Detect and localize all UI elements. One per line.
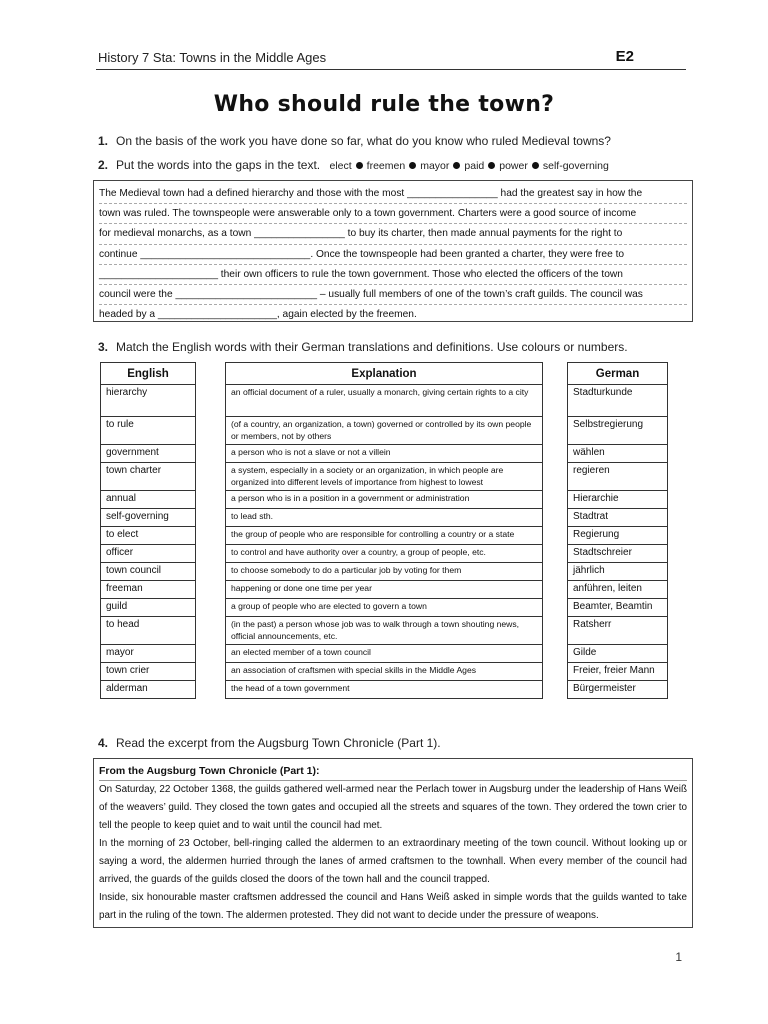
table-row bbox=[226, 545, 543, 563]
table-row bbox=[101, 545, 196, 563]
task-3 bbox=[98, 340, 628, 354]
bullet-icon bbox=[453, 162, 460, 169]
gap-text-line: town was ruled. The townspeople were answerable only to a town government. Charters were a good source of income bbox=[99, 204, 687, 224]
table-row bbox=[101, 563, 196, 581]
table-row bbox=[101, 445, 196, 463]
english-header: English bbox=[101, 363, 196, 385]
table-row bbox=[101, 385, 196, 417]
table-row bbox=[101, 599, 196, 617]
english-term-cell: annual bbox=[101, 491, 196, 509]
bullet-icon bbox=[488, 162, 495, 169]
english-term-cell: town charter bbox=[101, 463, 196, 491]
word-bank-item: elect bbox=[329, 160, 352, 172]
word-bank-item: mayor bbox=[420, 160, 450, 172]
german-term-cell: Ratsherr bbox=[568, 617, 668, 645]
table-row bbox=[568, 491, 668, 509]
word-bank-item: freemen bbox=[366, 160, 406, 172]
table-row bbox=[226, 445, 543, 463]
english-term-cell: freeman bbox=[101, 581, 196, 599]
task-text: Read the excerpt from the Augsburg Town Chronicle (Part 1). bbox=[116, 736, 441, 750]
task-1 bbox=[98, 134, 611, 148]
table-row bbox=[226, 417, 543, 445]
explanation-cell: (of a country, an organization, a town) governed or controlled by its own people or members, not by others bbox=[226, 417, 543, 445]
english-term-cell: guild bbox=[101, 599, 196, 617]
table-row bbox=[568, 599, 668, 617]
table-row bbox=[226, 491, 543, 509]
english-term-cell: self-governing bbox=[101, 509, 196, 527]
task-number: 2. bbox=[98, 158, 109, 172]
explanation-cell: to control and have authority over a country, a group of people, etc. bbox=[226, 545, 543, 563]
page-title: Who should rule the town? bbox=[213, 92, 555, 117]
explanation-cell: a person who is in a position in a government or administration bbox=[226, 491, 543, 509]
table-row bbox=[101, 645, 196, 663]
task-2 bbox=[98, 158, 609, 172]
english-table bbox=[100, 362, 196, 699]
english-term-cell: government bbox=[101, 445, 196, 463]
table-row bbox=[226, 681, 543, 699]
german-term-cell: Beamter, Beamtin bbox=[568, 599, 668, 617]
table-row bbox=[101, 463, 196, 491]
word-bank-item: self-governing bbox=[542, 160, 609, 172]
explanation-cell: a group of people who are elected to govern a town bbox=[226, 599, 543, 617]
header-code: E2 bbox=[615, 48, 634, 65]
explanation-cell: to lead sth. bbox=[226, 509, 543, 527]
german-term-cell: Freier, freier Mann bbox=[568, 663, 668, 681]
table-row bbox=[101, 581, 196, 599]
table-row bbox=[568, 581, 668, 599]
german-term-cell: Stadtrat bbox=[568, 509, 668, 527]
german-term-cell: Bürgermeister bbox=[568, 681, 668, 699]
explanation-cell: an elected member of a town council bbox=[226, 645, 543, 663]
word-bank bbox=[329, 160, 608, 172]
chronicle-paragraph: On Saturday, 22 October 1368, the guilds gathered well-armed near the Perlach tower in Augsburg under the leadership of Hans Weiß of the weavers’ guild. They closed the town gates and occupied all the streets and squares of the town. They ordered the town crier to tell the people to keep quiet and to wait until the council had met. bbox=[99, 784, 687, 831]
table-row bbox=[226, 563, 543, 581]
table-row bbox=[101, 509, 196, 527]
gap-text-line: headed by a _____________________, again elected by the freemen. bbox=[99, 309, 417, 321]
chronicle-title: From the Augsburg Town Chronicle (Part 1): bbox=[99, 762, 687, 781]
explanation-cell: a system, especially in a society or an organization, in which people are organized into different levels of importance from highest to lowest bbox=[226, 463, 543, 491]
english-term-cell: to head bbox=[101, 617, 196, 645]
task-text: On the basis of the work you have done so far, what do you know who ruled Medieval towns? bbox=[116, 134, 611, 148]
table-row bbox=[101, 617, 196, 645]
german-term-cell: anführen, leiten bbox=[568, 581, 668, 599]
table-row bbox=[568, 681, 668, 699]
table-row bbox=[226, 463, 543, 491]
table-row bbox=[226, 385, 543, 417]
english-term-cell: to rule bbox=[101, 417, 196, 445]
german-table bbox=[567, 362, 668, 699]
explanation-header: Explanation bbox=[226, 363, 543, 385]
german-term-cell: jährlich bbox=[568, 563, 668, 581]
task-number: 1. bbox=[98, 134, 109, 148]
explanation-cell: (in the past) a person whose job was to walk through a town shouting news, official announcements, etc. bbox=[226, 617, 543, 645]
task-4 bbox=[98, 736, 441, 750]
german-term-cell: Regierung bbox=[568, 527, 668, 545]
table-row bbox=[568, 563, 668, 581]
table-row bbox=[568, 527, 668, 545]
gap-text-line: continue ______________________________. Once the townspeople had been granted a charter, they were free to bbox=[99, 245, 687, 265]
bullet-icon bbox=[532, 162, 539, 169]
table-row bbox=[101, 417, 196, 445]
explanation-cell: the head of a town government bbox=[226, 681, 543, 699]
explanation-cell: the group of people who are responsible for controlling a country or a state bbox=[226, 527, 543, 545]
table-row bbox=[101, 663, 196, 681]
explanation-cell: an association of craftsmen with special skills in the Middle Ages bbox=[226, 663, 543, 681]
word-bank-item: power bbox=[499, 160, 528, 172]
chronicle-box bbox=[93, 758, 693, 928]
explanation-cell: a person who is not a slave or not a villein bbox=[226, 445, 543, 463]
english-term-cell: town council bbox=[101, 563, 196, 581]
table-row bbox=[226, 509, 543, 527]
task-text: Match the English words with their German translations and definitions. Use colours or numbers. bbox=[116, 340, 628, 354]
word-bank-item: paid bbox=[464, 160, 485, 172]
table-row bbox=[568, 385, 668, 417]
page-number: 1 bbox=[675, 950, 682, 964]
header-course: History 7 Sta: Towns in the Middle Ages bbox=[98, 50, 327, 65]
gap-text-line: _____________________ their own officers to rule the town government. Those who elected the officers of the town bbox=[99, 265, 687, 285]
table-row bbox=[101, 491, 196, 509]
english-term-cell: hierarchy bbox=[101, 385, 196, 417]
table-row bbox=[226, 527, 543, 545]
english-term-cell: town crier bbox=[101, 663, 196, 681]
explanation-cell: an official document of a ruler, usually a monarch, giving certain rights to a city bbox=[226, 385, 543, 417]
english-term-cell: mayor bbox=[101, 645, 196, 663]
table-row bbox=[226, 617, 543, 645]
english-term-cell: officer bbox=[101, 545, 196, 563]
page-header bbox=[96, 48, 686, 70]
table-row bbox=[101, 527, 196, 545]
gap-text-box bbox=[93, 180, 693, 322]
german-header: German bbox=[568, 363, 668, 385]
explanation-cell: to choose somebody to do a particular job by voting for them bbox=[226, 563, 543, 581]
table-row bbox=[568, 617, 668, 645]
gap-text-line: The Medieval town had a defined hierarchy and those with the most ________________ had the greatest say in how the bbox=[99, 184, 687, 204]
german-term-cell: Stadtschreier bbox=[568, 545, 668, 563]
table-row bbox=[226, 645, 543, 663]
table-row bbox=[101, 681, 196, 699]
table-row bbox=[568, 417, 668, 445]
gap-text-line: council were the _________________________ – usually full members of one of the town’s craft guilds. The council was bbox=[99, 285, 687, 305]
table-row bbox=[226, 581, 543, 599]
table-row bbox=[568, 463, 668, 491]
explanation-cell: happening or done one time per year bbox=[226, 581, 543, 599]
table-row bbox=[568, 545, 668, 563]
chronicle-paragraph: In the morning of 23 October, bell-ringing called the aldermen to an extraordinary meeting of the town council. Without looking up or saying a word, the aldermen hurried through the lanes of armed craftsmen to the townhall. When every member of the council had arrived, the guards of the guilds closed the doors of the town hall and the council trapped. bbox=[99, 838, 687, 885]
german-term-cell: Stadturkunde bbox=[568, 385, 668, 417]
german-term-cell: Gilde bbox=[568, 645, 668, 663]
gap-text-line: for medieval monarchs, as a town ________________ to buy its charter, then made annual payments for the right to bbox=[99, 224, 687, 244]
table-row bbox=[226, 599, 543, 617]
bullet-icon bbox=[409, 162, 416, 169]
task-number: 3. bbox=[98, 340, 109, 354]
german-term-cell: Hierarchie bbox=[568, 491, 668, 509]
chronicle-paragraph: Inside, six honourable master craftsmen addressed the council and Hans Weiß asked in simple words that the guilds wanted to take part in the ruling of the town. The aldermen protested. They did not want to decide under the pressure of weapons. bbox=[99, 892, 687, 921]
table-row bbox=[568, 509, 668, 527]
table-row bbox=[568, 663, 668, 681]
table-row bbox=[568, 445, 668, 463]
german-term-cell: regieren bbox=[568, 463, 668, 491]
bullet-icon bbox=[356, 162, 363, 169]
table-row bbox=[226, 663, 543, 681]
explanation-table bbox=[225, 362, 543, 699]
german-term-cell: Selbstregierung bbox=[568, 417, 668, 445]
task-number: 4. bbox=[98, 736, 109, 750]
german-term-cell: wählen bbox=[568, 445, 668, 463]
task-text: Put the words into the gaps in the text. bbox=[116, 158, 321, 172]
english-term-cell: to elect bbox=[101, 527, 196, 545]
table-row bbox=[568, 645, 668, 663]
english-term-cell: alderman bbox=[101, 681, 196, 699]
